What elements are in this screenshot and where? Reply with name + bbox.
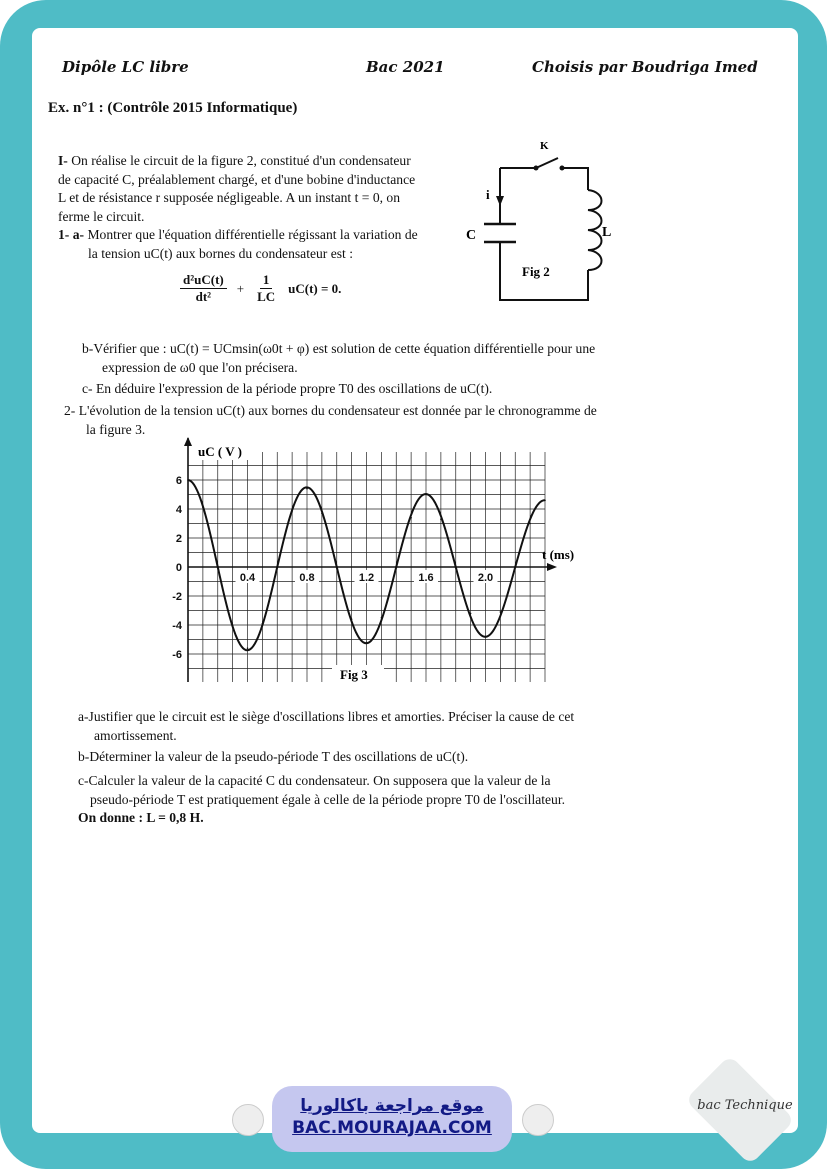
x-axis-arrow: [547, 563, 557, 571]
differential-equation: $\frac{\text{d²uC(t)}}{\text{dt²}}$ + $\frac{1}{LC}$ uC(t) = 0.: [180, 272, 341, 305]
eq-fraction-2: $\frac{1}{LC}$: [257, 272, 276, 304]
circuit-diagram: [466, 134, 616, 304]
series-point: [321, 513, 323, 515]
series-point: [306, 488, 308, 490]
series-point: [276, 566, 278, 568]
q1a-line-1: 1- a- Montrer que l'équation différentielle régissant la variation de: [58, 227, 418, 242]
q1a-line-2: la tension uC(t) aux bornes du condensateur est :: [88, 245, 354, 261]
capacitor-label: C: [466, 228, 477, 243]
series-point: [366, 642, 368, 644]
y-axis-arrow: [184, 437, 192, 446]
chart-y-ticks: [172, 475, 183, 661]
site-logo-icon: [522, 1104, 554, 1136]
chart-xlabel: t (ms): [542, 547, 575, 562]
q2-line-2: la figure 3.: [86, 421, 146, 437]
y-tick-label: -2: [172, 591, 182, 603]
q1b-block: [82, 340, 682, 377]
subq-c-line-1: c-Calculer la valeur de la capacité C du condensateur. On supposera que la valeur de la: [78, 773, 551, 788]
y-tick-label: 2: [175, 533, 182, 545]
x-tick-label: 1.2: [358, 572, 375, 584]
chart-title: Fig 3: [340, 667, 368, 682]
fig2-label: Fig 2: [522, 264, 550, 279]
y-tick-label: 4: [175, 504, 182, 516]
y-tick-label: 6: [175, 475, 182, 487]
current-arrow: [496, 196, 504, 206]
x-tick-label: 0.4: [239, 572, 256, 584]
q1b-line-1: b-Vérifier que : uC(t) = UCmsin(ω0t + φ) est solution de cette équation différentielle pour une: [82, 341, 596, 356]
series-point: [202, 507, 204, 509]
y-tick-label: 0: [175, 562, 182, 574]
y-tick-label: -4: [172, 620, 182, 632]
series-point: [514, 566, 516, 568]
intro-line-2: de capacité C, préalablement chargé, et d'une bobine d'inductance: [58, 171, 416, 187]
x-tick-label: 0.8: [299, 572, 315, 584]
q1b-line-2: expression de ω0 que l'on précisera.: [102, 359, 298, 375]
switch-blade: [536, 158, 558, 168]
series-point: [217, 566, 219, 568]
inductor-label: L: [602, 225, 612, 240]
wire-top-right: [562, 168, 588, 190]
series-point: [470, 613, 472, 615]
y-tick-label: -6: [172, 649, 182, 661]
series-point: [440, 518, 442, 520]
series-point: [485, 636, 487, 638]
subq-c: [78, 772, 688, 828]
banner-url[interactable]: BAC.MOURAJAA.COM: [292, 1118, 492, 1138]
header-author: Choisis par Boudriga Imed: [532, 58, 758, 76]
banner-arabic: موقع مراجعة باكالوريا: [300, 1096, 484, 1116]
series-point: [262, 623, 264, 625]
current-label: i: [486, 187, 490, 202]
switch-contact-1: [534, 166, 539, 171]
switch-contact-2: [560, 166, 565, 171]
subq-a-line-1: a-Justifier que le circuit est le siège d'oscillations libres et amorties. Préciser la cause de cet: [78, 709, 575, 724]
x-tick-label: 1.6: [418, 572, 434, 584]
intro-line-3: L et de résistance r supposée négligeable. A un instant t = 0, on: [58, 190, 401, 205]
badge-text: bac Technique: [697, 1098, 793, 1113]
series-point: [395, 566, 397, 568]
intro-line-1: I- On réalise le circuit de la figure 2, constitué d'un condensateur: [58, 153, 411, 168]
subq-c-line-3: On donne : L = 0,8 H.: [78, 810, 204, 825]
subq-c-line-2: pseudo-période T est pratiquement égale à celle de la période propre T0 de l'oscillateur.: [90, 791, 566, 807]
series-point: [529, 523, 531, 525]
inductor-coil: [588, 190, 602, 270]
subq-a: [78, 708, 688, 745]
intro-line-4: ferme le circuit.: [58, 208, 145, 224]
series-point: [410, 517, 412, 519]
site-logo-icon: [232, 1104, 264, 1136]
series-point: [247, 647, 249, 649]
series-point: [336, 566, 338, 568]
exercise-title: Ex. n°1 : (Contrôle 2015 Informatique): [48, 100, 298, 116]
series-point: [425, 494, 427, 496]
q1c: c- En déduire l'expression de la période propre T0 des oscillations de uC(t).: [82, 381, 493, 396]
series-point: [351, 618, 353, 620]
chart-ylabel: uC ( V ): [198, 444, 242, 459]
capacitor-plates: [484, 224, 516, 242]
header-year: Bac 2021: [366, 58, 445, 76]
x-tick-label: 2.0: [477, 572, 494, 584]
series-point: [232, 624, 234, 626]
switch-label: K: [540, 140, 549, 152]
eq-fraction-1: $\frac{\text{d²uC(t)}}{\text{dt²}}$: [180, 272, 227, 305]
q2-block: [64, 402, 684, 439]
q2-line-1: 2- L'évolution de la tension uC(t) aux bornes du condensateur est donnée par le chronogramme de: [64, 403, 597, 418]
intro-paragraph: [58, 152, 448, 263]
site-banner[interactable]: [272, 1086, 512, 1152]
subq-b: b-Déterminer la valeur de la pseudo-période T des oscillations de uC(t).: [78, 749, 469, 764]
series-point: [455, 566, 457, 568]
series-point: [187, 479, 189, 481]
series-point: [291, 511, 293, 513]
series-point: [544, 500, 546, 502]
subq-a-line-2: amortissement.: [94, 727, 177, 743]
chart-fig3: [160, 436, 590, 688]
series-point: [500, 611, 502, 613]
series-point: [381, 617, 383, 619]
header-topic: Dipôle LC libre: [62, 58, 189, 76]
